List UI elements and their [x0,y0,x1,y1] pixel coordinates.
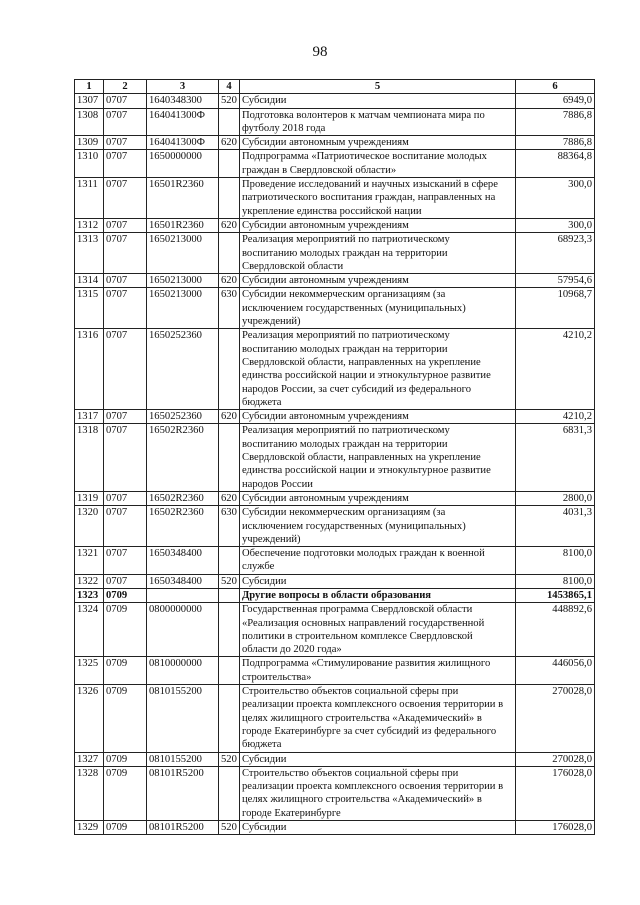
table-body [75,94,595,835]
section-code: 0709 [104,588,147,602]
item-name: Субсидии [240,821,516,835]
section-code: 0707 [104,150,147,178]
item-name: Подготовка волонтеров к матчам чемпионата мира по футболу 2018 года [240,108,516,136]
section-code: 0707 [104,94,147,108]
item-name: Субсидии автономным учреждениям [240,136,516,150]
item-name: Реализация мероприятий по патриотическому воспитанию молодых граждан на территории Свердловской области [240,233,516,274]
item-name: Субсидии автономным учреждениям [240,274,516,288]
expense-type: 630 [219,288,240,329]
column-header: 5 [240,80,516,94]
table-row [75,752,595,766]
table-row [75,424,595,491]
section-code: 0709 [104,657,147,685]
expense-type [219,108,240,136]
section-code: 0707 [104,329,147,410]
target-code: 1640348300 [147,94,219,108]
row-number: 1310 [75,150,104,178]
target-code: 16502R2360 [147,506,219,547]
amount: 176028,0 [516,821,595,835]
target-code: 16501R2360 [147,178,219,219]
target-code: 0810155200 [147,685,219,752]
section-code: 0707 [104,218,147,232]
column-header: 3 [147,80,219,94]
amount: 10968,7 [516,288,595,329]
target-code: 164041300Ф [147,108,219,136]
section-code: 0707 [104,547,147,575]
section-code: 0707 [104,506,147,547]
expense-type: 620 [219,136,240,150]
row-number: 1326 [75,685,104,752]
amount: 8100,0 [516,574,595,588]
item-name: Субсидии [240,574,516,588]
amount: 8100,0 [516,547,595,575]
page-number: 98 [312,44,328,60]
table-row [75,150,595,178]
row-number: 1329 [75,821,104,835]
expense-type [219,233,240,274]
target-code: 1650348400 [147,547,219,575]
table-row [75,108,595,136]
table-row [75,136,595,150]
table-row [75,574,595,588]
target-code: 0800000000 [147,603,219,657]
row-number: 1318 [75,424,104,491]
item-name: Субсидии автономным учреждениям [240,491,516,505]
target-code: 08101R5200 [147,766,219,820]
row-number: 1319 [75,491,104,505]
amount: 4210,2 [516,410,595,424]
item-name: Субсидии [240,94,516,108]
table-row [75,766,595,820]
target-code: 1650000000 [147,150,219,178]
row-number: 1309 [75,136,104,150]
column-header: 6 [516,80,595,94]
section-code: 0709 [104,603,147,657]
expense-type: 620 [219,410,240,424]
item-name: Субсидии некоммерческим организациям (за исключением государственных (муниципальных) учреждений) [240,506,516,547]
item-name: Субсидии [240,752,516,766]
amount: 6949,0 [516,94,595,108]
expense-type [219,766,240,820]
expense-type: 620 [219,274,240,288]
amount: 6831,3 [516,424,595,491]
target-code: 1650213000 [147,288,219,329]
section-code: 0707 [104,410,147,424]
expense-type [219,150,240,178]
row-number: 1325 [75,657,104,685]
row-number: 1321 [75,547,104,575]
item-name: Реализация мероприятий по патриотическому воспитанию молодых граждан на территории Свердловской области, направленных на укрепление единства российской нации и этнокультурное развитие народов России, за счет субсидий из федерального бюджета [240,329,516,410]
amount: 446056,0 [516,657,595,685]
target-code: 1650213000 [147,274,219,288]
amount: 2800,0 [516,491,595,505]
section-code: 0707 [104,424,147,491]
column-header: 2 [104,80,147,94]
item-name: Строительство объектов социальной сферы при реализации проекта комплексного освоения территории в целях жилищного строительства «Академический» в городе Екатеринбурге [240,766,516,820]
target-code: 1650213000 [147,233,219,274]
table-row [75,685,595,752]
table-row [75,274,595,288]
row-number: 1316 [75,329,104,410]
item-name: Подпрограмма «Стимулирование развития жилищного строительства» [240,657,516,685]
expense-type [219,588,240,602]
amount: 4031,3 [516,506,595,547]
table-row [75,491,595,505]
amount: 7886,8 [516,108,595,136]
row-number: 1311 [75,178,104,219]
target-code: 1650348400 [147,574,219,588]
amount: 4210,2 [516,329,595,410]
expense-type [219,603,240,657]
target-code: 16502R2360 [147,491,219,505]
target-code: 16501R2360 [147,218,219,232]
section-code: 0707 [104,491,147,505]
target-code: 16502R2360 [147,424,219,491]
row-number: 1327 [75,752,104,766]
expense-type: 630 [219,506,240,547]
expense-type: 520 [219,821,240,835]
row-number: 1312 [75,218,104,232]
column-header: 4 [219,80,240,94]
amount: 300,0 [516,218,595,232]
expense-type [219,178,240,219]
budget-table [74,79,595,835]
row-number: 1307 [75,94,104,108]
section-code: 0707 [104,288,147,329]
row-number: 1308 [75,108,104,136]
table-row [75,603,595,657]
section-code: 0707 [104,108,147,136]
column-header: 1 [75,80,104,94]
expense-type [219,657,240,685]
target-code: 0810000000 [147,657,219,685]
row-number: 1322 [75,574,104,588]
row-number: 1314 [75,274,104,288]
table-row [75,178,595,219]
section-code: 0707 [104,233,147,274]
target-code: 0810155200 [147,752,219,766]
expense-type: 620 [219,491,240,505]
section-code: 0709 [104,766,147,820]
table-row [75,94,595,108]
item-name: Обеспечение подготовки молодых граждан к военной службе [240,547,516,575]
target-code: 1650252360 [147,410,219,424]
table-row [75,506,595,547]
section-code: 0707 [104,274,147,288]
section-code: 0709 [104,752,147,766]
item-name: Подпрограмма «Патриотическое воспитание молодых граждан в Свердловской области» [240,150,516,178]
amount: 57954,6 [516,274,595,288]
amount: 270028,0 [516,685,595,752]
amount: 270028,0 [516,752,595,766]
amount: 88364,8 [516,150,595,178]
table-row [75,588,595,602]
amount: 68923,3 [516,233,595,274]
item-name: Реализация мероприятий по патриотическому воспитанию молодых граждан на территории Свердловской области, направленных на укрепление единства российской нации и этнокультурное развитие народов России [240,424,516,491]
target-code: 164041300Ф [147,136,219,150]
item-name: Субсидии автономным учреждениям [240,410,516,424]
table-row [75,410,595,424]
target-code: 1650252360 [147,329,219,410]
row-number: 1315 [75,288,104,329]
amount: 1453865,1 [516,588,595,602]
amount: 176028,0 [516,766,595,820]
item-name: Государственная программа Свердловской области «Реализация основных направлений государственной политики в строительном комплексе Свердловской области до 2020 года» [240,603,516,657]
expense-type: 520 [219,574,240,588]
section-code: 0707 [104,178,147,219]
section-code: 0709 [104,821,147,835]
section-code: 0707 [104,574,147,588]
row-number: 1324 [75,603,104,657]
table-row [75,821,595,835]
amount: 7886,8 [516,136,595,150]
table-header-row [75,80,595,94]
item-name: Субсидии некоммерческим организациям (за исключением государственных (муниципальных) учреждений) [240,288,516,329]
expense-type [219,424,240,491]
item-name: Строительство объектов социальной сферы при реализации проекта комплексного освоения территории в целях жилищного строительства «Академический» в городе Екатеринбурге за счет субсидий из федерального бюджета [240,685,516,752]
item-name: Субсидии автономным учреждениям [240,218,516,232]
section-code: 0707 [104,136,147,150]
row-number: 1317 [75,410,104,424]
expense-type [219,547,240,575]
expense-type: 520 [219,752,240,766]
section-code: 0709 [104,685,147,752]
expense-type [219,329,240,410]
row-number: 1328 [75,766,104,820]
row-number: 1313 [75,233,104,274]
expense-type [219,685,240,752]
table-row [75,657,595,685]
amount: 300,0 [516,178,595,219]
table-row [75,218,595,232]
row-number: 1323 [75,588,104,602]
target-code [147,588,219,602]
table-row [75,547,595,575]
expense-type: 620 [219,218,240,232]
item-name: Проведение исследований и научных изысканий в сфере патриотического воспитания граждан, направленных на укрепление единства российской нации [240,178,516,219]
expense-type: 520 [219,94,240,108]
target-code: 08101R5200 [147,821,219,835]
table-row [75,329,595,410]
amount: 448892,6 [516,603,595,657]
table-row [75,288,595,329]
item-name: Другие вопросы в области образования [240,588,516,602]
row-number: 1320 [75,506,104,547]
table-row [75,233,595,274]
